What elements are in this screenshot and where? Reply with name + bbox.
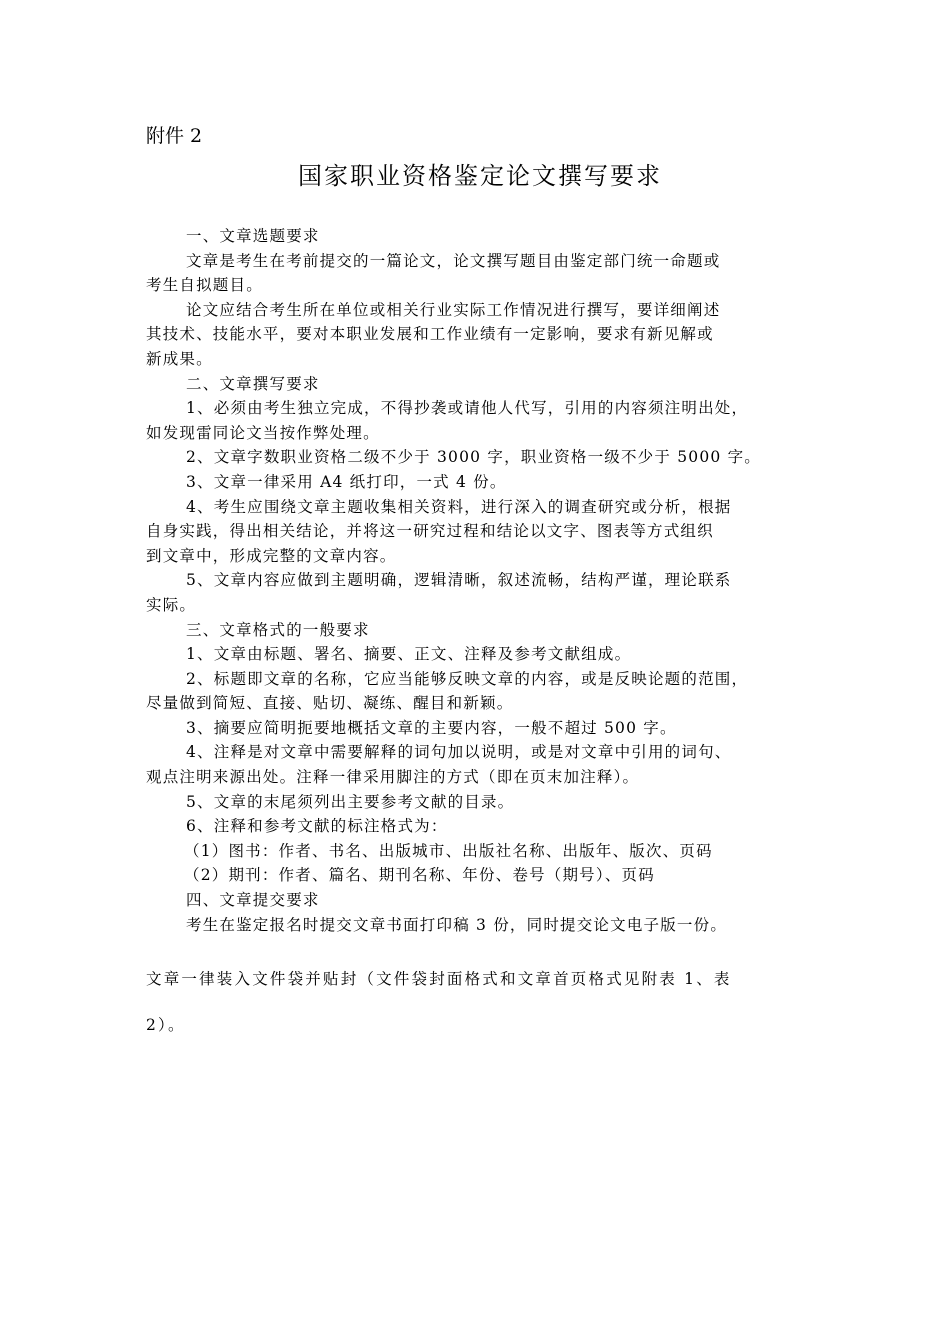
body-line: 5、文章的末尾须列出主要参考文献的目录。: [186, 792, 515, 811]
closing-line: 文章一律装入文件袋并贴封（文件袋封面格式和文章首页格式见附表 1、表: [146, 970, 732, 988]
body-line: 三、文章格式的一般要求: [186, 620, 370, 639]
body-line: 2、标题即文章的名称，它应当能够反映文章的内容，或是反映论题的范围，: [186, 669, 749, 688]
body-line: 1、文章由标题、署名、摘要、正文、注释及参考文献组成。: [186, 645, 632, 664]
body-line: 4、考生应围绕文章主题收集相关资料，进行深入的调查研究或分析，根据: [186, 497, 732, 516]
body-line: 3、文章一律采用 A4 纸打印，一式 4 份。: [186, 472, 507, 491]
body-line: 尽量做到简短、直接、贴切、凝练、醒目和新颖。: [146, 694, 514, 713]
body-line: 论文应结合考生所在单位或相关行业实际工作情况进行撰写，要详细阐述: [186, 300, 721, 319]
body-line: 新成果。: [146, 349, 213, 368]
body-line: 二、文章撰写要求: [186, 374, 320, 393]
attachment-label: 附件 2: [146, 125, 203, 147]
body-line: 考生在鉴定报名时提交文章书面打印稿 3 份，同时提交论文电子版一份。: [186, 915, 728, 934]
body-line: 4、注释是对文章中需要解释的词句加以说明，或是对文章中引用的词句、: [186, 743, 732, 762]
body-line: 3、摘要应简明扼要地概括文章的主要内容，一般不超过 500 字。: [186, 718, 677, 737]
body-line: 四、文章提交要求: [186, 891, 320, 910]
closing-line: 2）。: [146, 1016, 186, 1034]
body-line: 5、文章内容应做到主题明确，逻辑清晰，叙述流畅，结构严谨，理论联系: [186, 571, 732, 590]
body-line: 2、文章字数职业资格二级不少于 3000 字，职业资格一级不少于 5000 字。: [186, 448, 761, 467]
citation-format-line: （2）期刊：作者、篇名、期刊名称、年份、卷号（期号）、页码: [184, 866, 655, 885]
body-line: 文章是考生在考前提交的一篇论文，论文撰写题目由鉴定部门统一命题或: [186, 251, 721, 270]
body-line: 如发现雷同论文当按作弊处理。: [146, 423, 380, 442]
body-line: 自身实践，得出相关结论，并将这一研究过程和结论以文字、图表等方式组织: [146, 522, 714, 541]
document-title: 国家职业资格鉴定论文撰写要求: [298, 162, 662, 190]
body-line: 1、必须由考生独立完成，不得抄袭或请他人代写，引用的内容须注明出处，: [186, 399, 749, 418]
body-line: 观点注明来源出处。注释一律采用脚注的方式（即在页末加注释）。: [146, 768, 640, 787]
body-line: 一、文章选题要求: [186, 227, 320, 245]
citation-format-line: （1）图书：作者、书名、出版城市、出版社名称、出版年、版次、页码: [184, 841, 713, 860]
body-line: 实际。: [146, 595, 197, 614]
body-line: 其技术、技能水平，要对本职业发展和工作业绩有一定影响，要求有新见解或: [146, 325, 714, 344]
body-line: 到文章中，形成完整的文章内容。: [146, 546, 397, 565]
body-line: 考生自拟题目。: [146, 276, 263, 295]
body-line: 6、注释和参考文献的标注格式为：: [186, 817, 448, 836]
document-body: [146, 224, 814, 937]
closing-paragraph: [146, 956, 814, 1048]
